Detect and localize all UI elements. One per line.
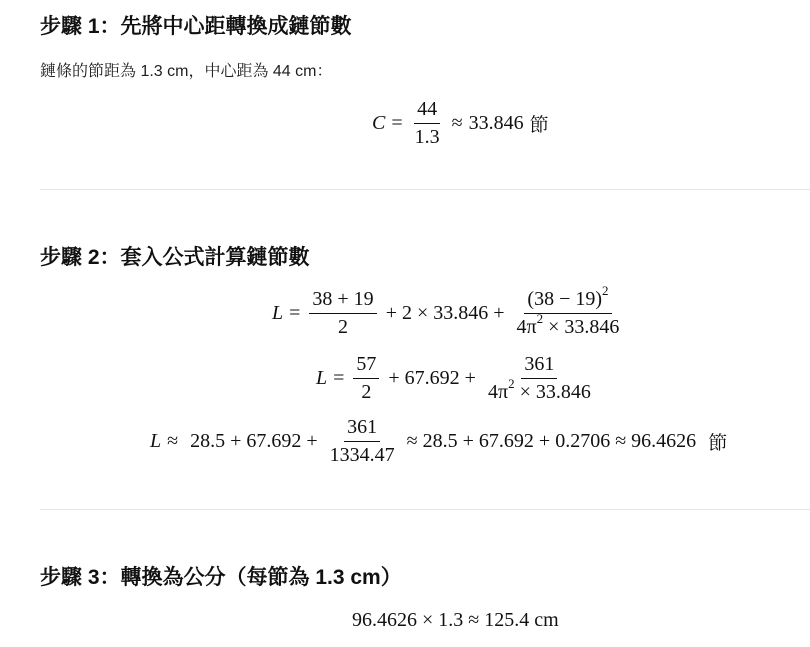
step2-heading: 步驟 2：套入公式計算鏈節數 xyxy=(40,246,310,269)
eq-var: L xyxy=(272,302,284,324)
fraction-denominator: 1.3 xyxy=(414,126,440,148)
exponent: 2 xyxy=(602,283,609,299)
exponent: 2 xyxy=(536,311,544,327)
fraction xyxy=(412,98,443,149)
unit-label: 節 xyxy=(529,114,549,136)
denominator-part: × 33.846 xyxy=(514,381,591,403)
eq-result: 33.846 xyxy=(468,112,524,134)
denominator-part: × 33.846 xyxy=(543,316,620,338)
fraction-denominator xyxy=(485,376,594,404)
section-divider xyxy=(40,509,810,510)
eq-sign: = xyxy=(391,112,403,134)
unit-label: 節 xyxy=(708,432,728,454)
fraction-denominator: 2 xyxy=(361,381,372,403)
eq-var: L xyxy=(316,367,328,389)
fraction-numerator: 44 xyxy=(414,98,440,124)
eq-term: + 2 × 33.846 + xyxy=(385,302,505,324)
eq-term: + 67.692 + xyxy=(388,367,476,389)
fraction-denominator: 2 xyxy=(338,316,349,338)
denominator-part: 4π xyxy=(487,381,509,403)
step3-heading: 步驟 3：轉換為公分（每節為 1.3 cm） xyxy=(40,566,402,589)
step2-equation-line3 xyxy=(150,416,727,467)
fraction-denominator xyxy=(514,311,623,339)
step3-equation xyxy=(352,609,559,632)
step1-heading: 步驟 1：先將中心距轉換成鏈節數 xyxy=(40,15,352,38)
fraction xyxy=(353,353,379,404)
eq-tail: ≈ 28.5 + 67.692 + 0.2706 ≈ 96.4626 xyxy=(406,430,697,452)
step2-equation-line1 xyxy=(272,283,625,339)
eq-sign: = xyxy=(289,302,301,324)
eq-var: L xyxy=(150,430,162,452)
denominator-part: 4π xyxy=(516,316,537,338)
eq-var: C xyxy=(372,112,386,134)
fraction-numerator: 361 xyxy=(521,353,557,379)
fraction-numerator: 361 xyxy=(344,416,380,442)
fraction xyxy=(485,353,594,404)
fraction-denominator: 1334.47 xyxy=(329,444,395,466)
section-divider xyxy=(40,189,810,190)
fraction-numerator: 38 + 19 xyxy=(309,288,376,314)
step1-equation xyxy=(372,98,549,149)
eq-sign: = xyxy=(333,367,345,389)
eq-term: 28.5 + 67.692 + xyxy=(190,430,318,452)
exponent: 2 xyxy=(508,376,515,392)
approx-sign: ≈ xyxy=(167,430,179,452)
approx-sign: ≈ xyxy=(451,112,463,134)
fraction-numerator: 57 xyxy=(353,353,379,379)
step1-text: 鏈條的節距為 1.3 cm，中心距為 44 cm： xyxy=(40,63,333,80)
fraction xyxy=(514,283,623,339)
fraction xyxy=(309,288,376,339)
eq-expression: 96.4626 × 1.3 ≈ 125.4 cm xyxy=(352,609,559,631)
fraction xyxy=(327,416,398,467)
step2-equation-line2 xyxy=(316,353,597,404)
numerator-base: (38 − 19) xyxy=(527,288,603,310)
